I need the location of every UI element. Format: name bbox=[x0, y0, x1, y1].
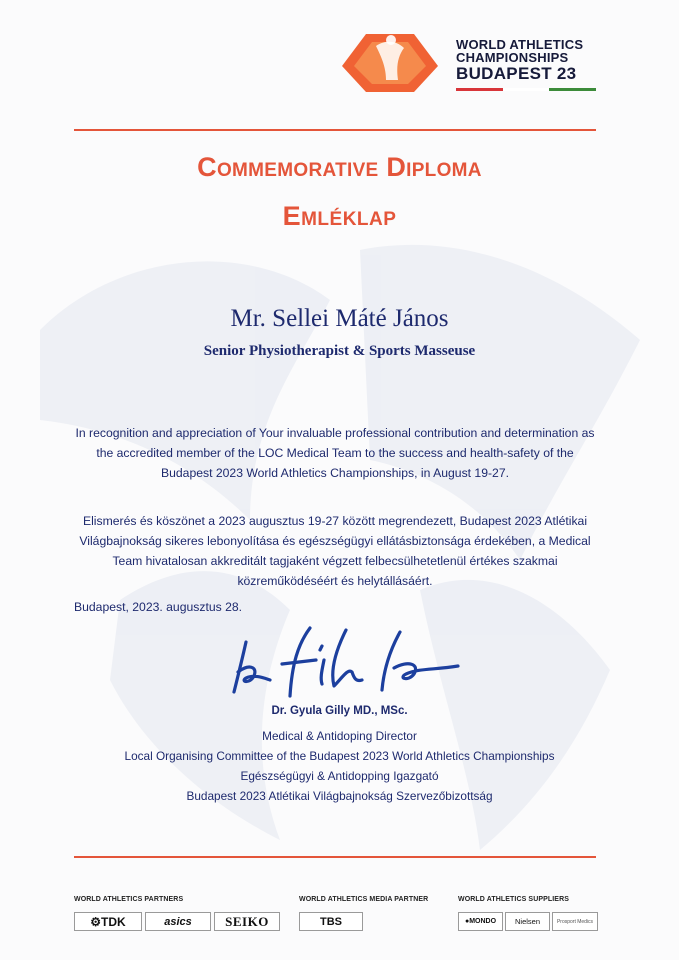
tdk-logo: ⚙TDK bbox=[74, 912, 142, 931]
top-divider bbox=[74, 129, 596, 131]
place-and-date: Budapest, 2023. augusztus 28. bbox=[74, 600, 243, 614]
diploma-title-english: Commemorative Diploma bbox=[197, 152, 482, 182]
signatory-title-en-1: Medical & Antidoping Director bbox=[262, 729, 417, 743]
handwritten-signature bbox=[224, 620, 460, 700]
wordmark-line-1: WORLD ATHLETICS bbox=[456, 37, 584, 52]
asics-logo: asics bbox=[145, 912, 211, 931]
diploma-title-hungarian: Emléklap bbox=[282, 201, 397, 231]
recipient-name: Mr. Sellei Máté János bbox=[230, 305, 449, 332]
partners-heading: WORLD ATHLETICS PARTNERS bbox=[74, 896, 184, 903]
seiko-logo: SEIKO bbox=[214, 912, 280, 931]
recognition-text-hungarian: Elismerés és köszönet a 2023 augusztus 19-27 között megrendezett, Budapest 2023 Atlétikai Világbajnokság sikeres lebonyolítása és egészségügyi ellátásbiztonsága érdekében, a Medical Team hivatalosan akkreditált tagjaként végzett felbecsülhetetlenül értékes szakmai közreműködéséért és helytállásáért. bbox=[79, 514, 591, 588]
nielsen-logo: Nielsen bbox=[505, 912, 550, 931]
wordmark-line-2: CHAMPIONSHIPS bbox=[456, 50, 569, 65]
signatory-name: Dr. Gyula Gilly MD., MSc. bbox=[271, 705, 408, 717]
recognition-text-english: In recognition and appreciation of Your invaluable professional contribution and determination as the accredited member of the LOC Medical Team to the success and health-safety of the Budapest 2023 World Athletics Championships, in August 19-27. bbox=[75, 426, 595, 480]
tbs-logo: TBS bbox=[299, 912, 363, 931]
championship-wordmark bbox=[456, 38, 583, 82]
media-partner-heading: WORLD ATHLETICS MEDIA PARTNER bbox=[299, 896, 429, 903]
recipient-role: Senior Physiotherapist & Sports Masseuse bbox=[203, 343, 476, 359]
bottom-divider bbox=[74, 856, 596, 858]
signatory-title-hu-2: Budapest 2023 Atlétikai Világbajnokság Szervezőbizottság bbox=[186, 789, 493, 803]
wordmark-line-3: BUDAPEST 23 bbox=[456, 64, 577, 83]
suppliers-heading: WORLD ATHLETICS SUPPLIERS bbox=[458, 896, 569, 903]
signatory-title-hu-1: Egészségügyi & Antidopping Igazgató bbox=[240, 769, 439, 783]
signatory-titles bbox=[0, 726, 679, 806]
signatory-title-en-2: Local Organising Committee of the Budapest 2023 World Athletics Championships bbox=[124, 749, 555, 763]
hungarian-flag-stripe bbox=[456, 88, 596, 91]
mondo-logo: ●MONDO bbox=[458, 912, 503, 931]
championship-logo-icon bbox=[336, 26, 444, 98]
prosport-medics-logo: Prosport Medics bbox=[552, 912, 598, 931]
